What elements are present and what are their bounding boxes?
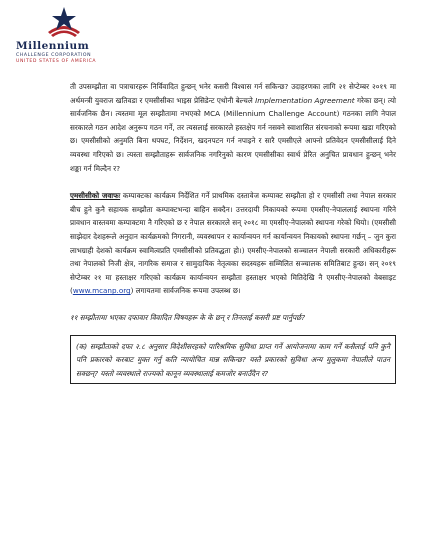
- paragraph-text: ती उपसम्झौता वा पत्राचारहरू निर्विवादित हुन्छन् भनेर कसरी विश्वास गर्न सकिन्छ? उदाहरणका लागि २१ सेप्टेम्बर २०१९ मा अर्थमन्त्री युवराज खतिवडा र एमसीसीका भाइस प्रेसिडेन्ट एथोनी बेल्चले: [70, 82, 396, 105]
- question-box-text: (क) सम्झौताको दफा २.८ अनुसार विदेशीसरहको पारिश्रमिक सुविधा प्राप्त गर्ने आयोजनामा काम गर्ने कसैलाई पनि कुनै पनि प्रकारको करबाट मुक्त गर्नु कति न्यायोचित मान्न सकिन्छ? यस्तै प्रकारको सुविधा अन्य मुलुकमा नेपालीले पाउन सक्छन्? यस्तो व्यवस्थाले राज्यको कानून व्यवस्थालाई कमजोर बनाउँदैन र?: [76, 341, 390, 378]
- paragraph-mcc-answer: [70, 189, 396, 298]
- question-box: [70, 335, 396, 384]
- logo-name: Millennium: [16, 40, 90, 52]
- star-logo-icon: [42, 6, 86, 38]
- paragraph-text: गरेका छन्। त्यो सार्वजनिक छैन। त्यस्तमा मूल सम्झौतामा नभएको MCA (Millennium Challenge Account) गठनका लागि नेपाल सरकारले गठन आदेश अनुरूप गठन गर्ने, तर त्यसलाई सरकारले हस्तक्षेप गर्न नसक्ने स्वाशासित संरचनाको रूपमा खडा गरिएको छ। एमसीसीको अनुमति बिना थपघट, निर्देशन, खदनपटन गर्न नपाइने र सारै एमसीएले आफ्नो प्रतिवेदन एमसीसीलाई दिने व्यवस्था गरिएको छ। त्यस्ता सम्झौताहरू सार्वजनिक नगरिनुको कारण एमसीसीका स्वार्थ प्रेरित अनुचित प्रावधान हुन्छन् भनेर शङ्का गर्न मिल्दैन र?: [70, 95, 396, 173]
- paragraph-text: कम्पाक्टका कार्यक्रम निर्देशित गर्ने प्राथमिक दस्तावेज कम्पाक्ट सम्झौता हो र एमसीसी तथा नेपाल सरकार बीच हुने कुनै सहायक सम्झौता कम्पाक्टभन्दा बाहिन सक्दैन। उत्तरदायी निकायको रूपमा एमसीए-नेपाललाई स्थापना गरिने प्रावधान वास्तवमा कम्पाक्टमा नै गरिएको छ र नेपाल सरकारले सन् २०१८ मा एमसीए-नेपालको स्थापना गरेको थियो। (एमसीसी साझेदार देशहरूले अनुदान कार्यक्रमको निगरानी, व्यवस्थापन र कार्यान्वयन गर्न कार्यान्वयन निकायको स्थापना गर्छन् – जुन कुरा लाभग्राही देशको कार्यक्रम स्वामित्वप्रति एमसीसीको प्रतिवद्धता हो।) एमसीए-नेपालको सञ्चालन नेपाली सरकारी अधिकारीहरू तथा नेपालको निजी क्षेत्र, नागरिक समाज र सामुदायिक नेतृत्वका सदस्यहरू सम्मिलित सञ्चालक समितिबाट हुन्छ। सन् २०१९ सेप्टेम्बर २१ मा हस्ताक्षर गरिएको कार्यक्रम कार्यान्वयन सम्झौता हस्ताक्षर भएको मितिदेखि नै एमसीए-नेपालको वेबसाइट (: [70, 191, 396, 296]
- website-link[interactable]: www.mcanp.org: [72, 286, 131, 296]
- answer-label: एमसीसीको जवाफः: [70, 191, 121, 201]
- logo-country: UNITED STATES OF AMERICA: [16, 59, 97, 64]
- document-body: [70, 80, 396, 384]
- mcc-logo: [16, 6, 136, 66]
- question-11: ११ सम्झौतामा भएका दफावार विवादित विषयहरू के के छन् र तिनलाई कसरी प्रष्ट पार्नुपर्छ?: [70, 312, 306, 322]
- paragraph-text: ) लगायतमा सार्वजनिक रूपमा उपलब्ध छ।: [130, 286, 241, 296]
- agreement-term: Implementation Agreement: [255, 95, 355, 105]
- paragraph-question-context: [70, 80, 396, 175]
- logo-subtitle: CHALLENGE CORPORATION: [16, 53, 92, 58]
